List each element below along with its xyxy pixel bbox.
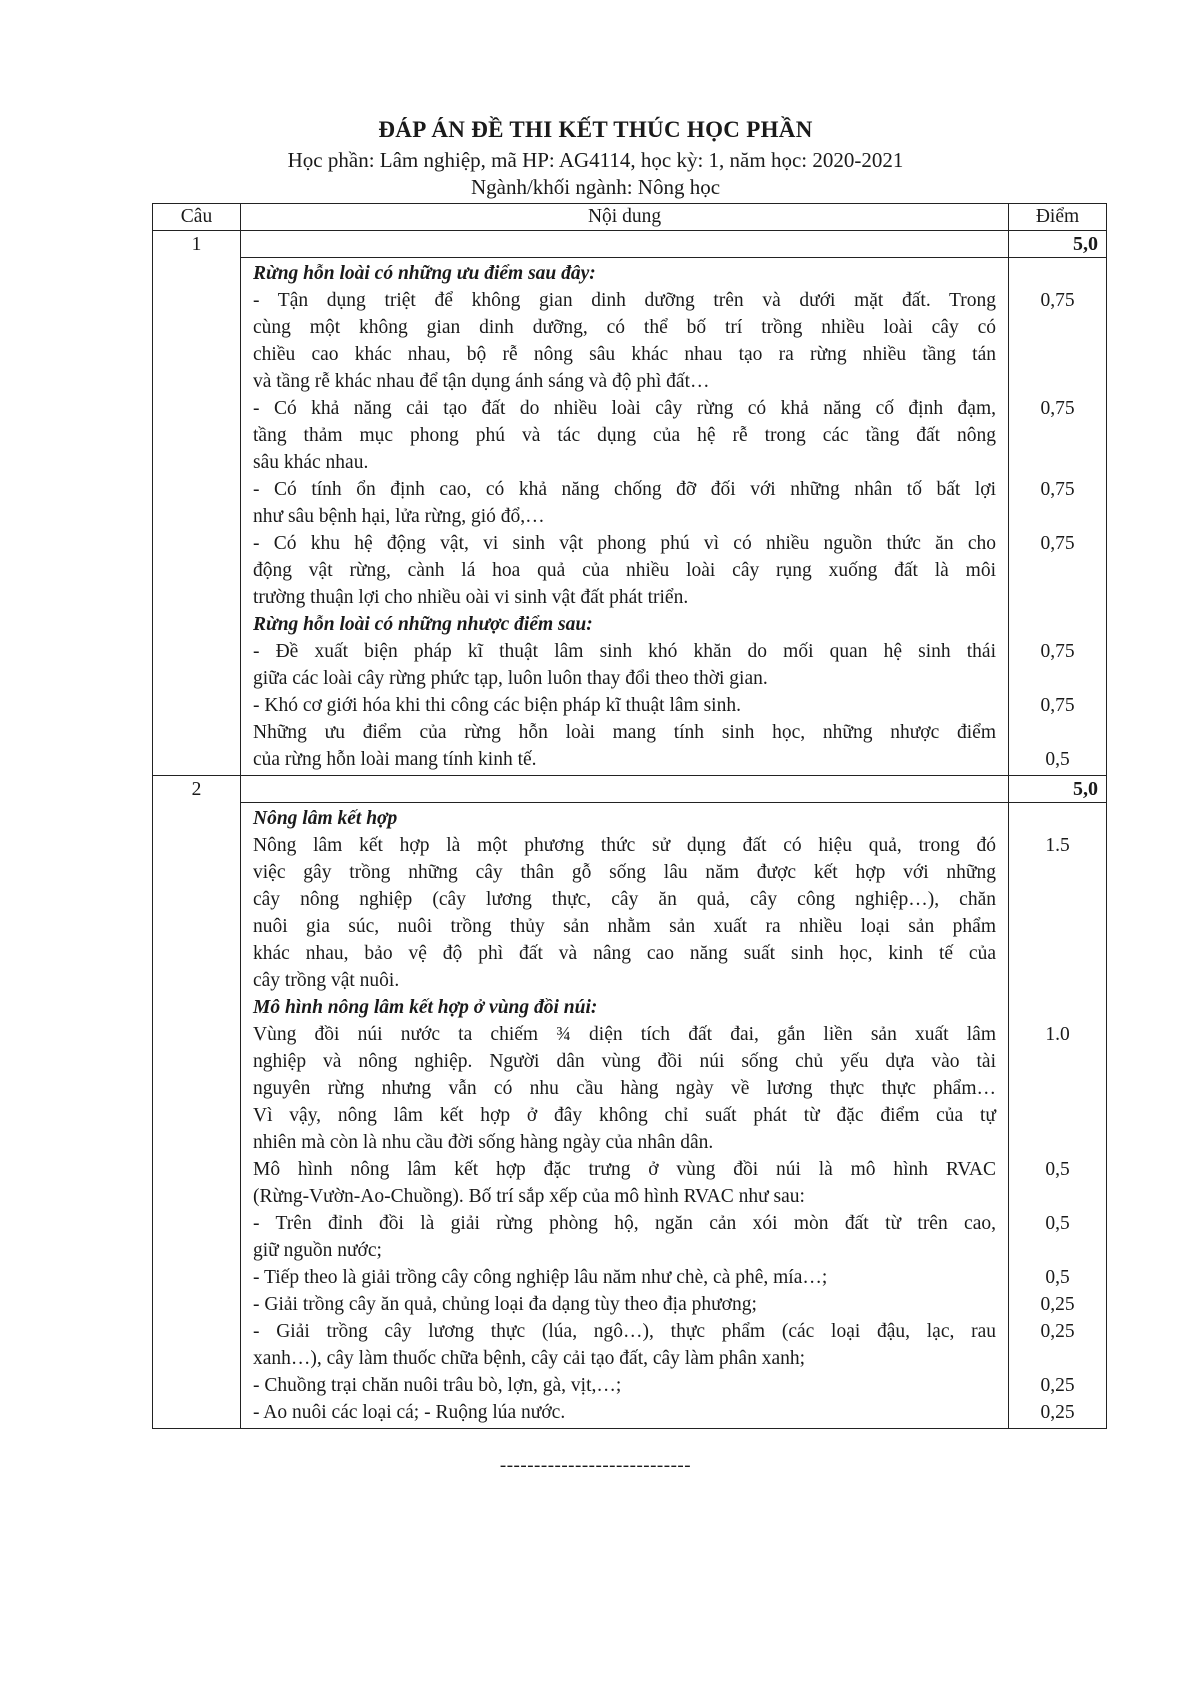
q2-score [1009, 1237, 1106, 1264]
q2-score: 1.0 [1045, 1024, 1070, 1045]
q1-line: sâu khác nhau. [253, 452, 369, 473]
q1-scores [1009, 258, 1107, 776]
q1-number: 1 [153, 231, 241, 776]
header-cau: Câu [153, 204, 241, 231]
q2-score [1009, 1048, 1106, 1075]
q1-line: của rừng hỗn loài mang tính kinh tế. [253, 749, 537, 770]
q2-line: cây nông nghiệp (cây lương thực, cây ăn quả, cây công nghiệp…), chăn [253, 889, 996, 910]
q2-score [1009, 1075, 1106, 1102]
q1-line: - Khó cơ giới hóa khi thi công các biện pháp kĩ thuật lâm sinh. [253, 695, 741, 716]
q2-line: - Tiếp theo là giải trồng cây công nghiệp lâu năm như chè, cà phê, mía…; [253, 1267, 828, 1288]
q1-score [1009, 557, 1106, 584]
q2-score [1009, 994, 1106, 1021]
q2-score: 0,25 [1040, 1294, 1075, 1315]
q1-score: 0,75 [1040, 290, 1075, 311]
q1-line: cùng một không gian dinh dưỡng, có thể bố trí trồng nhiều loài cây có [253, 317, 996, 338]
q2-line: cây trồng vật nuôi. [253, 970, 400, 991]
q2-score: 0,25 [1040, 1375, 1075, 1396]
q2-blank-cell [241, 776, 1009, 803]
q2-content [241, 803, 1009, 1429]
q2-line: xanh…), cây làm thuốc chữa bệnh, cây cải tạo đất, cây làm phân xanh; [253, 1348, 806, 1369]
q2-line: Mô hình nông lâm kết hợp đặc trưng ở vùng đồi núi là mô hình RVAC [253, 1159, 996, 1180]
table-header-row [153, 204, 1107, 231]
q2-line: việc gây trồng những cây thân gỗ sống lâu năm được kết hợp với những [253, 862, 996, 883]
q2-score: 0,25 [1040, 1321, 1075, 1342]
q2-score [1009, 859, 1106, 886]
q2-score [1009, 805, 1106, 832]
q2-score [1009, 1129, 1106, 1156]
end-divider: ---------------------------- [499, 1455, 692, 1476]
q2-line: Mô hình nông lâm kết hợp ở vùng đồi núi: [253, 997, 598, 1018]
q1-score: 0,75 [1040, 398, 1075, 419]
q1-score [1009, 422, 1106, 449]
q1-score [1009, 665, 1106, 692]
q1-line: động vật rừng, cành lá hoa quả của nhiều loài cây rụng xuống đất là môi [253, 560, 996, 581]
q2-line: Vì vậy, nông lâm kết hợp ở đây không chỉ suất phát từ đặc điểm của tự [253, 1105, 996, 1126]
q2-score [1009, 1102, 1106, 1129]
q2-score [1009, 1183, 1106, 1210]
q1-score: 0,75 [1040, 533, 1075, 554]
q1-total-row [153, 231, 1107, 258]
q1-line: - Có tính ổn định cao, có khả năng chống đỡ đối với những nhân tố bất lợi [253, 479, 996, 500]
q2-score [1009, 967, 1106, 994]
q2-line: giữ nguồn nước; [253, 1240, 382, 1261]
major-info: Ngành/khối ngành: Nông học [470, 175, 721, 199]
q1-blank-cell [241, 231, 1009, 258]
q1-score [1009, 260, 1106, 287]
q2-score: 1.5 [1045, 835, 1070, 856]
q1-score: 0,75 [1040, 695, 1075, 716]
q1-total-score: 5,0 [1009, 231, 1107, 258]
q1-score [1009, 611, 1106, 638]
q1-line: - Tận dụng triệt để không gian dinh dưỡng trên và dưới mặt đất. Trong [253, 290, 996, 311]
q1-line: Rừng hỗn loài có những ưu điểm sau đây: [253, 263, 596, 284]
q1-content [241, 258, 1009, 776]
q2-line: khác nhau, bảo vệ độ phì đất và nâng cao năng suất sinh học, kinh tế của [253, 943, 996, 964]
q2-score: 0,5 [1045, 1159, 1070, 1180]
document-title: ĐÁP ÁN ĐỀ THI KẾT THÚC HỌC PHẦN [378, 117, 813, 142]
answer-table [152, 203, 1107, 1429]
q1-line: trường thuận lợi cho nhiều oài vi sinh vật đất phát triển. [253, 587, 689, 608]
header-noi-dung: Nội dung [241, 204, 1009, 231]
q1-score: 0,5 [1045, 749, 1070, 770]
q2-line: nhiên mà còn là nhu cầu đời sống hàng ngày của nhân dân. [253, 1132, 714, 1153]
q2-total-score: 5,0 [1009, 776, 1107, 803]
q2-number: 2 [153, 776, 241, 1429]
q1-line: giữa các loài cây rừng phức tạp, luôn luôn thay đổi theo thời gian. [253, 668, 768, 689]
q1-score [1009, 449, 1106, 476]
q2-line: nguyên rừng nhưng vẫn có nhu cầu hàng ngày về lương thực thực phẩm… [253, 1078, 996, 1099]
q2-line: - Trên đỉnh đồi là giải rừng phòng hộ, ngăn cản xói mòn đất từ trên cao, [253, 1213, 996, 1234]
q2-scores [1009, 803, 1107, 1429]
q2-score: 0,5 [1045, 1213, 1070, 1234]
q1-line: chiều cao khác nhau, bộ rễ nông sâu khác nhau tạo ra rừng nhiều tầng tán [253, 344, 996, 365]
q1-line: như sâu bệnh hại, lửa rừng, gió đổ,… [253, 506, 545, 527]
q1-line: tầng thảm mục phong phú và tác dụng của hệ rễ trong các tầng đất nông [253, 425, 996, 446]
q1-score [1009, 584, 1106, 611]
course-info: Học phần: Lâm nghiệp, mã HP: AG4114, học kỳ: 1, năm học: 2020-2021 [287, 148, 904, 172]
q2-line: nuôi gia súc, nuôi trồng thủy sản nhằm sản xuất ra nhiều loại sản phẩm [253, 916, 996, 937]
q2-line: Vùng đồi núi nước ta chiếm ¾ diện tích đất đai, gắn liền sản xuất lâm [253, 1024, 996, 1045]
q1-score [1009, 368, 1106, 395]
q2-line: Nông lâm kết hợp là một phương thức sử dụng đất có hiệu quả, trong đó [253, 835, 996, 856]
q1-content-row [153, 258, 1107, 776]
q1-line: Rừng hỗn loài có những nhược điểm sau: [253, 614, 593, 635]
q1-score: 0,75 [1040, 641, 1075, 662]
q2-score [1009, 913, 1106, 940]
q2-content-row [153, 803, 1107, 1429]
q2-line: (Rừng-Vườn-Ao-Chuồng). Bố trí sắp xếp của mô hình RVAC như sau: [253, 1186, 805, 1207]
header-diem: Điểm [1009, 204, 1107, 231]
q2-line: nghiệp và nông nghiệp. Người dân vùng đồi núi sống chủ yếu dựa vào tài [253, 1051, 996, 1072]
q2-score [1009, 940, 1106, 967]
q1-score: 0,75 [1040, 479, 1075, 500]
q2-score [1009, 886, 1106, 913]
q1-line: và tầng rễ khác nhau để tận dụng ánh sáng và độ phì đất… [253, 371, 710, 392]
q2-line: - Giải trồng cây ăn quả, chủng loại đa dạng tùy theo địa phương; [253, 1294, 757, 1315]
q2-score [1009, 1345, 1106, 1372]
q1-line: - Có khả năng cải tạo đất do nhiều loài cây rừng có khả năng cố định đạm, [253, 398, 996, 419]
q1-line: - Đề xuất biện pháp kĩ thuật lâm sinh khó khăn do mối quan hệ sinh thái [253, 641, 996, 662]
q2-line: - Ao nuôi các loại cá; - Ruộng lúa nước. [253, 1402, 566, 1423]
q2-line: - Chuồng trại chăn nuôi trâu bò, lợn, gà, vịt,…; [253, 1375, 622, 1396]
q1-line: Những ưu điểm của rừng hỗn loài mang tính sinh học, những nhược điểm [253, 722, 996, 743]
q1-line: - Có khu hệ động vật, vi sinh vật phong phú vì có nhiều nguồn thức ăn cho [253, 533, 996, 554]
q2-score: 0,25 [1040, 1402, 1075, 1423]
q1-score [1009, 341, 1106, 368]
q1-score [1009, 503, 1106, 530]
q2-line: - Giải trồng cây lương thực (lúa, ngô…), thực phẩm (các loại đậu, lạc, rau [253, 1321, 996, 1342]
q2-line: Nông lâm kết hợp [253, 808, 398, 829]
q2-score: 0,5 [1045, 1267, 1070, 1288]
q1-score [1009, 314, 1106, 341]
q2-total-row [153, 776, 1107, 803]
q1-score [1009, 719, 1106, 746]
